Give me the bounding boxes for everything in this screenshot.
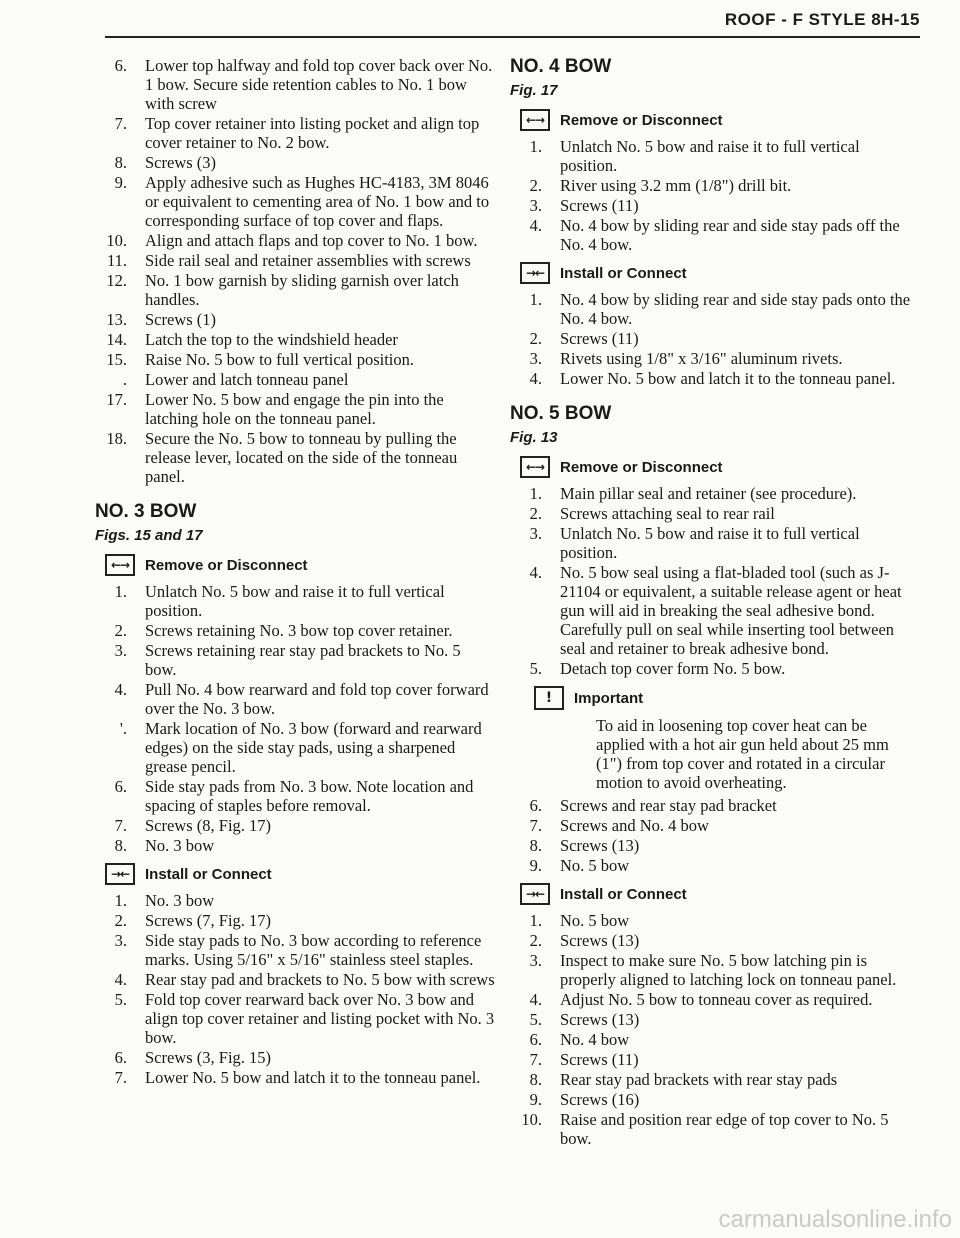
step-number: 5. [529,659,542,678]
list-item [510,176,915,195]
step-number: 2. [529,504,542,523]
intro-steps-list [95,56,495,486]
list-item [510,1010,915,1029]
list-item [95,231,495,250]
list-item [95,56,495,113]
step-number: 7. [529,1050,542,1069]
no4-fig-ref: Fig. 17 [510,82,558,99]
no3-remove-list [95,582,495,855]
step-number: 2. [529,931,542,950]
step-number: 4. [114,680,127,699]
list-item [95,173,495,230]
step-text: Unlatch No. 5 bow and raise it to full vertical position. [560,137,860,175]
step-number: 6. [114,1048,127,1067]
step-text: Main pillar seal and retainer (see procedure). [560,484,857,503]
step-number: 1. [114,891,127,910]
step-number: '. [119,719,127,738]
step-number: 5. [529,1010,542,1029]
step-number: 1. [529,290,542,309]
no4-install-heading [520,262,915,284]
step-text: Screws (3) [145,153,217,172]
list-item [95,990,495,1047]
step-number: 1. [529,484,542,503]
step-text: Screws and No. 4 bow [560,816,709,835]
step-number: 9. [529,1090,542,1109]
step-number: 8. [529,1070,542,1089]
list-item [510,990,915,1009]
step-text: No. 5 bow seal using a flat-bladed tool (such as J-21104 or equivalent, a suitable release agent or heat gun will aid in breaking the seal adhesive bond. Carefully pull on seal while inserting tool between seal and retainer to break adhesive bond. [560,563,902,658]
step-number: 8. [114,836,127,855]
no5-remove-label: Remove or Disconnect [560,458,723,476]
step-text: Unlatch No. 5 bow and raise it to full vertical position. [560,524,860,562]
step-text: Screws retaining No. 3 bow top cover retainer. [145,621,453,640]
list-item [510,216,915,254]
step-number: 8. [529,836,542,855]
list-item [510,1050,915,1069]
list-item [95,911,495,930]
important-heading [534,686,915,710]
step-text: Mark location of No. 3 bow (forward and rearward edges) on the side stay pads, using a sharpened grease pencil. [145,719,482,776]
important-note: To aid in loosening top cover heat can be applied with a hot air gun held about 25 mm (1") from top cover and rotated in a circular motion to avoid overheating. [596,716,889,792]
no3-install-label: Install or Connect [145,865,272,883]
step-text: Screws (8, Fig. 17) [145,816,272,835]
remove-arrows-icon: ←→ [520,456,550,478]
list-item [510,329,915,348]
step-text: Screws and rear stay pad bracket [560,796,777,815]
no3-fig-ref: Figs. 15 and 17 [95,527,203,544]
step-text: Rear stay pad and brackets to No. 5 bow with screws [145,970,495,989]
step-number: 9. [529,856,542,875]
step-number: 3. [529,196,542,215]
step-number: 4. [529,216,542,235]
list-item [95,390,495,428]
step-text: Align and attach flaps and top cover to No. 1 bow. [145,231,478,250]
step-text: No. 5 bow [560,856,630,875]
step-number: 12. [106,271,127,290]
list-item [95,891,495,910]
no3-install-list [95,891,495,1087]
step-number: 6. [114,56,127,75]
step-text: Side stay pads to No. 3 bow according to reference marks. Using 5/16" x 5/16" stainless steel staples. [145,931,482,969]
step-text: Raise No. 5 bow to full vertical position. [145,350,415,369]
step-text: Screws (11) [560,1050,639,1069]
step-text: Screws (7, Fig. 17) [145,911,272,930]
page-header: ROOF - F STYLE 8H-15 [724,10,920,29]
no4-remove-heading [520,109,915,131]
no4-bow-title: NO. 4 BOW [510,56,612,77]
left-column [95,56,495,1088]
list-item [95,114,495,152]
no5-bow-title: NO. 5 BOW [510,403,612,424]
list-item [510,504,915,523]
list-item [95,310,495,329]
step-number: 3. [529,524,542,543]
step-number: 15. [106,350,127,369]
step-text: Raise and position rear edge of top cover to No. 5 bow. [560,1110,889,1148]
no5-remove-list-a [510,484,915,678]
list-item [510,524,915,562]
list-item [95,836,495,855]
list-item [510,911,915,930]
step-text: Screws (16) [560,1090,640,1109]
step-text: Secure the No. 5 bow to tonneau by pulling the release lever, located on the side of the tonneau panel. [145,429,458,486]
list-item [95,719,495,776]
step-number: 7. [114,816,127,835]
step-number: 18. [106,429,127,448]
step-text: Lower No. 5 bow and engage the pin into the latching hole on the tonneau panel. [145,390,444,428]
list-item [95,370,495,389]
step-text: No. 4 bow [560,1030,630,1049]
no4-remove-list [510,137,915,254]
list-item [510,836,915,855]
list-item [510,796,915,815]
step-text: Fold top cover rearward back over No. 3 bow and align top cover retainer and listing pocket with No. 3 bow. [145,990,495,1047]
list-item [510,951,915,989]
list-item [95,271,495,309]
list-item [510,563,915,658]
step-number: 6. [529,1030,542,1049]
step-text: Screws (13) [560,931,640,950]
no4-install-label: Install or Connect [560,264,687,282]
no3-install-heading [105,863,495,885]
list-item [510,816,915,835]
list-item [95,582,495,620]
step-text: No. 3 bow [145,891,215,910]
right-column [510,56,915,1149]
step-number: 2. [114,911,127,930]
list-item [510,290,915,328]
step-number: 3. [114,641,127,660]
step-text: Rivets using 1/8" x 3/16" aluminum rivets. [560,349,843,368]
list-item [510,1090,915,1109]
list-item [510,349,915,368]
step-text: Detach top cover form No. 5 bow. [560,659,786,678]
list-item [510,931,915,950]
step-text: Apply adhesive such as Hughes HC-4183, 3M 8046 or equivalent to cementing area of No. 1 bow and to corresponding surface of top cover and flaps. [145,173,490,230]
step-number: 3. [114,931,127,950]
important-icon: ! [534,686,564,710]
watermark: carmanualsonline.info [718,1206,952,1233]
step-number: 10. [521,1110,542,1129]
step-number: 2. [114,621,127,640]
step-text: Lower and latch tonneau panel [145,370,349,389]
step-text: Side rail seal and retainer assemblies with screws [145,251,471,270]
list-item [95,1048,495,1067]
remove-arrows-icon: ←→ [105,554,135,576]
step-number: 9. [114,173,127,192]
list-item [95,931,495,969]
list-item [510,137,915,175]
step-number: 4. [529,563,542,582]
step-text: No. 1 bow garnish by sliding garnish over latch handles. [145,271,459,309]
list-item [95,816,495,835]
install-arrows-icon: →← [105,863,135,885]
list-item [95,680,495,718]
list-item [95,641,495,679]
step-text: Top cover retainer into listing pocket and align top cover retainer to No. 2 bow. [145,114,480,152]
no5-install-list [510,911,915,1148]
step-text: Inspect to make sure No. 5 bow latching pin is properly aligned to latching lock on tonneau panel. [560,951,897,989]
step-text: Unlatch No. 5 bow and raise it to full vertical position. [145,582,445,620]
step-text: Latch the top to the windshield header [145,330,398,349]
install-arrows-icon: →← [520,883,550,905]
step-text: Rear stay pad brackets with rear stay pads [560,1070,838,1089]
step-number: 14. [106,330,127,349]
step-number: . [122,370,127,389]
step-number: 4. [529,990,542,1009]
step-number: 13. [106,310,127,329]
list-item [510,1070,915,1089]
list-item [95,251,495,270]
step-number: 11. [106,251,127,270]
list-item [510,484,915,503]
list-item [95,429,495,486]
no4-remove-label: Remove or Disconnect [560,111,723,129]
step-number: 1. [529,137,542,156]
step-text: Screws retaining rear stay pad brackets to No. 5 bow. [145,641,461,679]
step-text: Screws (13) [560,1010,640,1029]
step-number: 7. [114,114,127,133]
no3-bow-title: NO. 3 BOW [95,501,197,522]
step-text: Pull No. 4 bow rearward and fold top cover forward over the No. 3 bow. [145,680,489,718]
no5-fig-ref: Fig. 13 [510,429,558,446]
step-number: 4. [114,970,127,989]
list-item [95,350,495,369]
install-arrows-icon: →← [520,262,550,284]
no5-install-heading [520,883,915,905]
list-item [510,659,915,678]
step-text: No. 3 bow [145,836,215,855]
step-number: 7. [114,1068,127,1087]
step-text: Lower No. 5 bow and latch it to the tonneau panel. [560,369,896,388]
list-item [95,621,495,640]
list-item [510,196,915,215]
step-text: Screws attaching seal to rear rail [560,504,775,523]
step-text: Screws (3, Fig. 15) [145,1048,272,1067]
list-item [510,856,915,875]
step-number: 6. [114,777,127,796]
step-number: 6. [529,796,542,815]
important-label: Important [574,689,644,707]
step-text: No. 4 bow by sliding rear and side stay pads off the No. 4 bow. [560,216,900,254]
list-item [510,1030,915,1049]
step-number: 8. [114,153,127,172]
no3-remove-heading [105,554,495,576]
step-text: Screws (11) [560,329,639,348]
step-number: 2. [529,176,542,195]
list-item [95,970,495,989]
step-number: 5. [114,990,127,1009]
step-text: River using 3.2 mm (1/8") drill bit. [560,176,792,195]
step-number: 7. [529,816,542,835]
header-rule [105,36,920,38]
no4-install-list [510,290,915,388]
step-text: Screws (1) [145,310,217,329]
no5-remove-list-b [510,796,915,875]
step-text: Side stay pads from No. 3 bow. Note location and spacing of staples before removal. [145,777,474,815]
step-number: 1. [114,582,127,601]
step-number: 1. [529,911,542,930]
list-item [95,153,495,172]
step-text: No. 5 bow [560,911,630,930]
step-number: 4. [529,369,542,388]
remove-arrows-icon: ←→ [520,109,550,131]
no5-install-label: Install or Connect [560,885,687,903]
list-item [95,330,495,349]
list-item [95,777,495,815]
step-text: Screws (11) [560,196,639,215]
step-number: 17. [106,390,127,409]
step-text: Lower top halfway and fold top cover back over No. 1 bow. Secure side retention cables to No. 1 bow with screw [145,56,493,113]
list-item [510,369,915,388]
step-number: 10. [106,231,127,250]
step-text: No. 4 bow by sliding rear and side stay pads onto the No. 4 bow. [560,290,911,328]
step-text: Lower No. 5 bow and latch it to the tonneau panel. [145,1068,481,1087]
step-number: 3. [529,349,542,368]
step-number: 3. [529,951,542,970]
step-text: Adjust No. 5 bow to tonneau cover as required. [560,990,873,1009]
list-item [510,1110,915,1148]
no5-remove-heading [520,456,915,478]
list-item [95,1068,495,1087]
step-number: 2. [529,329,542,348]
step-text: Screws (13) [560,836,640,855]
no3-remove-label: Remove or Disconnect [145,556,308,574]
